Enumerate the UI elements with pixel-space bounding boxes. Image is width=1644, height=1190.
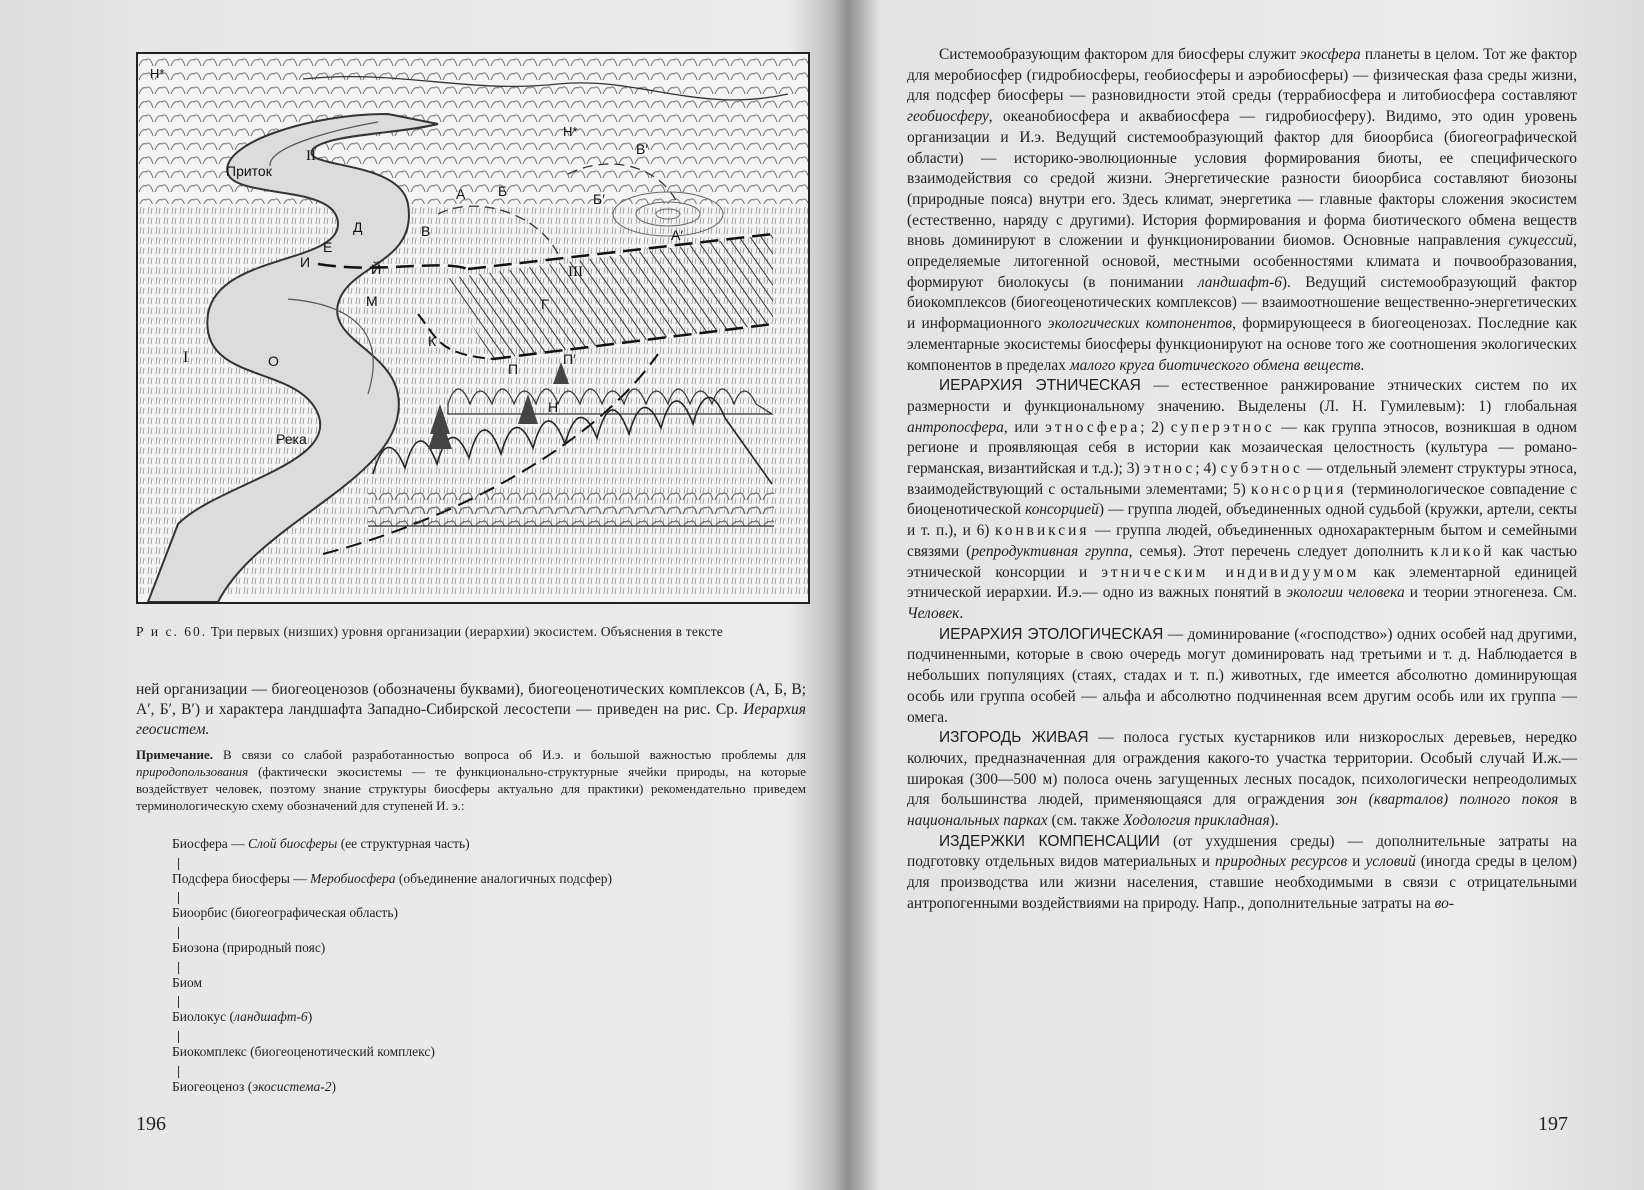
entry-compensation-costs: ИЗДЕРЖКИ КОМПЕНСАЦИИ (от ухудшения среды) — дополнительные затраты на подготовку отдельных видов материальных и природных ресурсов и условий (иногда среды в целом) для производства или жизни населения, ставшие необходимыми в связи с отрицательными антропогенными воздействиями на природу. Напр., дополнительные затраты на во- [907,832,1577,912]
label-b: Б [498,183,508,199]
landscape-drawing [138,54,808,602]
label-k: К [428,333,437,349]
entry-heading: ИЕРАРХИЯ ЭТНИЧЕСКАЯ [939,377,1141,395]
note-paragraph [136,746,806,814]
hierarchy-item: Биом [172,975,203,990]
label-h-top-right: Н* [563,124,578,139]
label-p: П [508,361,519,377]
label-i-short: Й [371,261,382,277]
entry-living-hedge: ИЗГОРОДЬ ЖИВАЯ — полоса густых кустарников или низкорослых деревьев, нередко колючих, предназначенная для ограждения какого-то участка территории. Особый случай И.ж.— широкая (300—500 м) полоса очень загущенных лесных посадок, психологически непреодолимых для большинства людей, применяющаяся для ограждения зон (кварталов) полного покоя в национальных парках (см. также Ходология прикладная). [907,729,1578,830]
entry-heading: ИЕРАРХИЯ ЭТОЛОГИЧЕСКАЯ [939,625,1164,643]
label-e: Е [323,239,333,255]
figure-caption [136,622,806,641]
label-reka: Река [276,431,307,447]
page-number-left: 196 [136,1113,166,1135]
entry-ethnic-hierarchy: ИЕРАРХИЯ ЭТНИЧЕСКАЯ — естественное ранжирование этнических систем по их размерности и функциональному значению. Выделены (Л. Н. Гумилевым): 1) глобальная антропосфера, или этносфера; 2) суперэтнос — как группа этносов, возникшая в одном регионе и проявляющая себя в истории как мозаическая целостность (культура — романо-германская, византийская и т.д.); 3) этнос; 4) субэтнос — отдельный элемент структуры этноса, взаимодействующий с остальными элементами; 5) консорция (терминологическое совпадение с биоценотической консорцией) — группа людей, объединенных одной судьбой (кружки, артели, секты и т. п.), и 6) конвиксия — группа людей, объединенных однохарактерным бытом и семейными связями (репродуктивная группа, семья). Этот перечень следует дополнить кликой как частью этнической консорции и этническим индивидуумом как элементарной единицей этнической иерархии. И.э.— одно из важных понятий в экологии человека и теории этногенеза. См. Человек. [907,377,1578,622]
label-a-prime: А′ [671,227,683,243]
left-paragraph-text: ней организации — биогеоценозов (обозначены буквами), биогеоценотических комплексов (А, Б, В; А′, Б′, В′) и характера ландшафта Западно-Сибирской лесостепи — приведен на рис. Ср. [136,681,806,718]
label-d: Д [353,219,363,235]
hierarchy-connector [178,962,179,974]
label-b-prime: Б′ [593,191,605,207]
hierarchy-item: Биосфера — Слой биосферы (ее структурная часть) [172,836,470,851]
label-roman-2: II [306,148,316,164]
caption-label: Р и с. 60. [136,624,208,639]
caption-text: Три первых (низших) уровня организации (иерархии) экосистем. Объяснения в тексте [210,624,723,639]
hierarchy-item: Подсфера биосферы — Меробиосфера (объединение аналогичных подсфер) [172,871,612,886]
label-n: Н [548,399,559,415]
label-m: М [366,293,378,309]
left-paragraph-ref: Иерархия геосистем. [136,701,806,738]
hierarchy-connector [178,1066,179,1078]
entry-ethological-hierarchy: ИЕРАРХИЯ ЭТОЛОГИЧЕСКАЯ — доминирование («господство») одних особей над другими, подчиненными, которые в свою очередь могут доминировать над третьими и т. д. Наблюдается в небольших популяциях (стаях, стадах и т. п.) животных, где имеется абсолютно доминирующая особь или группа особей — альфа и абсолютно подчиненная всем другим особь или их группа — омега. [907,625,1577,726]
label-roman-3: III [568,264,583,280]
label-o: О [268,353,279,369]
label-v: В [421,223,431,239]
entry-heading: ИЗГОРОДЬ ЖИВАЯ [939,729,1089,747]
note-text-italic: природопользования [136,764,249,779]
hierarchy-item: Биозона (природный пояс) [172,940,326,955]
hierarchy-connector [178,892,179,904]
label-a: А [456,186,466,202]
landscape-figure [136,52,810,604]
label-i: И [300,254,311,270]
label-g: Г [541,296,549,312]
hierarchy-item: Биолокус (ландшафт-6) [172,1009,313,1024]
hierarchy-connector [178,858,179,870]
label-pritok: Приток [226,163,272,179]
hierarchy-item: Биоорбис (биогеографическая область) [172,905,398,920]
label-v-prime: В′ [636,141,648,157]
hierarchy-connector [178,1031,179,1043]
entry-heading: ИЗДЕРЖКИ КОМПЕНСАЦИИ [939,832,1160,850]
hierarchy-connector [178,996,179,1008]
label-p-prime: П′ [563,351,576,367]
page-number-right: 197 [1538,1113,1568,1135]
note-label: Примечание. [136,747,213,762]
note-text-a: В связи со слабой разработанностью вопроса об И.э. и большой важностью проблемы для [212,747,806,762]
label-h-top-left: Н* [150,66,165,81]
label-roman-1: I [183,349,189,366]
paragraph-ecosphere: Системообразующим фактором для биосферы служит экосфера планеты в целом. Тот же фактор для меробиосфер (гидробиосферы, геобиосферы и аэробиосферы) — физическая фаза среды жизни, для подсфер биосферы — разновидности этой среды (террабиосфера и литобиосфера составляют геобиосферу, океанобиосфера и аквабиосфера — гидробиосферу). Видимо, это один уровень организации и И.э. Ведущий системообразующий фактор для биоорбиса (биогеографической области) — историко-эволюционные условия формирования биоты, ее специфического взаимодействия со средой жизни. Энергетические разности биоорбиса составляют биозоны (природные пояса) внутри его. Здесь климат, энергетика — главные факторы сложения экосистем (естественно, наряду с другими). История формирования и форма биотического обмена веществ вновь доминируют в сложении и функционировании биомов. Основные направления сукцессий, определяемые литогенной основой, местными особенностями климата и почвообразования, формируют биолокусы (в понимании ландшафт-6). Ведущий системообразующий фактор биокомплексов (биогеоценотических комплексов) — взаимоотношение вещественно-энергетических и информационного экологических компонентов, формирующееся в биогеоценозах. Последние как элементарные экосистемы биосферы функционируют на основе того же соотношения экологических компонентов в пределах малого круга биотического обмена веществ. [907,46,1578,374]
left-paragraph [136,680,806,740]
hierarchy-connector [178,927,179,939]
hierarchy-item: Биокомплекс (биогеоценотический комплекс) [172,1044,435,1059]
note-text-b: (фактически экосистемы — те функционально-структурные ячейки природы, на которые воздействует человек, поэтому знание структуры биосферы актуально для практики) рекомендательно приведем терминологическую схему обозначений для ступеней И. э.: [136,764,806,813]
hierarchy-item: Биогеоценоз (экосистема-2) [172,1079,336,1094]
right-page-text [907,45,1577,915]
